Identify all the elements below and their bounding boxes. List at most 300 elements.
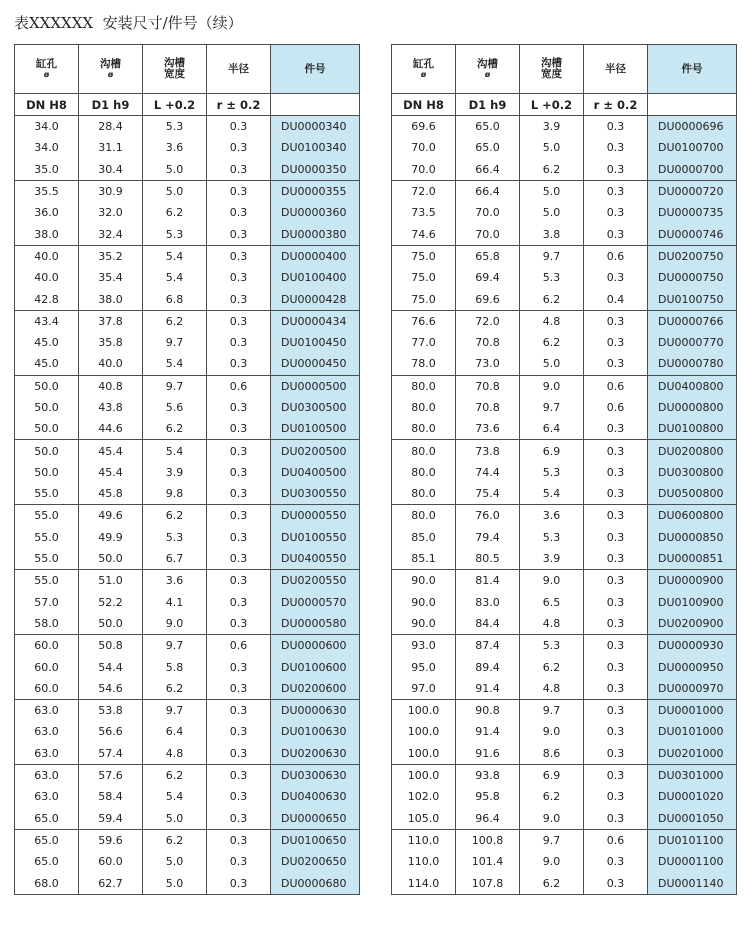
groove-d1-cell: 73.8 xyxy=(456,440,520,462)
groove-d1-cell: 54.4 xyxy=(79,656,143,677)
table-row xyxy=(15,613,360,635)
bore-dn-cell: 100.0 xyxy=(392,764,456,786)
groove-width-cell: 9.7 xyxy=(143,700,207,722)
groove-width-cell: 5.4 xyxy=(143,353,207,375)
part-number-cell: DU0000340 xyxy=(271,116,360,138)
bore-dn-cell: 45.0 xyxy=(34,357,59,371)
radius-cell: 0.3 xyxy=(584,440,648,462)
radius-cell: 0.3 xyxy=(207,245,271,267)
install-dimensions-table-left xyxy=(14,44,360,895)
part-number-cell: DU0200600 xyxy=(271,678,360,700)
groove-width-cell: 9.7 xyxy=(143,375,207,397)
bore-dn-cell: 35.5 xyxy=(15,180,79,202)
bore-dn-cell: 70.0 xyxy=(411,162,436,176)
radius-cell: 0.3 xyxy=(584,159,648,181)
bore-dn-cell: 100.0 xyxy=(407,746,440,760)
radius-cell: 0.3 xyxy=(584,808,648,830)
groove-d1-cell: 74.4 xyxy=(456,462,520,483)
radius-cell: 0.3 xyxy=(584,656,648,677)
table-row xyxy=(392,635,737,657)
radius-cell: 0.3 xyxy=(584,743,648,765)
bore-dn-cell: 50.0 xyxy=(15,375,79,397)
groove-d1-cell: 35.4 xyxy=(79,267,143,288)
col-header-radius: 半径 xyxy=(207,45,271,94)
groove-width-cell: 9.7 xyxy=(520,397,584,418)
part-number-cell: DU0100450 xyxy=(271,332,360,353)
bore-dn-cell: 57.0 xyxy=(34,595,59,609)
bore-dn-cell: 95.0 xyxy=(411,660,436,674)
part-number-cell: DU0000930 xyxy=(648,635,737,657)
bore-dn-cell: 102.0 xyxy=(407,790,440,804)
groove-width-cell: 6.2 xyxy=(143,829,207,851)
groove-d1-cell: 89.4 xyxy=(456,656,520,677)
part-number-cell: DU0000570 xyxy=(271,592,360,613)
groove-d1-cell: 49.6 xyxy=(79,505,143,527)
bore-dn-cell: 65.0 xyxy=(34,811,59,825)
table-row xyxy=(392,570,737,592)
groove-width-cell: 5.4 xyxy=(143,267,207,288)
radius-cell: 0.3 xyxy=(584,721,648,742)
groove-d1-cell: 62.7 xyxy=(79,872,143,894)
part-number-cell: DU0000970 xyxy=(648,678,737,700)
part-number-cell: DU0100550 xyxy=(271,527,360,548)
part-number-cell: DU0200500 xyxy=(271,440,360,462)
bore-dn-cell: 72.0 xyxy=(392,180,456,202)
groove-d1-cell: 43.8 xyxy=(79,397,143,418)
install-dimensions-table-right xyxy=(391,44,737,895)
groove-d1-cell: 69.4 xyxy=(456,267,520,288)
bore-dn-cell: 60.0 xyxy=(34,660,59,674)
table-row xyxy=(15,678,360,700)
groove-width-cell: 3.8 xyxy=(520,223,584,245)
radius-cell: 0.3 xyxy=(584,137,648,158)
groove-width-cell: 5.4 xyxy=(143,786,207,807)
table-row xyxy=(15,721,360,742)
groove-width-cell: 8.6 xyxy=(520,743,584,765)
groove-width-cell: 9.0 xyxy=(520,851,584,872)
part-number-cell: DU0100650 xyxy=(271,829,360,851)
col-header-part-no: 件号 xyxy=(648,45,737,94)
bore-dn-cell: 63.0 xyxy=(15,764,79,786)
groove-width-cell: 4.1 xyxy=(143,592,207,613)
part-number-cell: DU0000696 xyxy=(648,116,737,138)
radius-cell: 0.3 xyxy=(584,527,648,548)
part-number-cell: DU0100340 xyxy=(271,137,360,158)
part-number-cell: DU0400630 xyxy=(271,786,360,807)
radius-cell: 0.3 xyxy=(584,223,648,245)
table-row xyxy=(392,483,737,505)
part-number-cell: DU0200800 xyxy=(648,440,737,462)
table-row xyxy=(15,375,360,397)
radius-cell: 0.3 xyxy=(584,764,648,786)
col-header-radius: 半径 xyxy=(584,45,648,94)
part-number-cell: DU0300550 xyxy=(271,483,360,505)
radius-cell: 0.3 xyxy=(584,678,648,700)
groove-width-cell: 9.7 xyxy=(520,245,584,267)
radius-cell: 0.4 xyxy=(584,288,648,310)
table-row xyxy=(392,180,737,202)
groove-width-cell: 3.9 xyxy=(143,462,207,483)
groove-d1-cell: 70.0 xyxy=(456,223,520,245)
radius-cell: 0.3 xyxy=(207,223,271,245)
bore-dn-cell: 55.0 xyxy=(15,505,79,527)
table-row xyxy=(392,592,737,613)
groove-width-cell: 6.2 xyxy=(520,786,584,807)
radius-cell: 0.3 xyxy=(584,851,648,872)
part-number-cell: DU0000900 xyxy=(648,570,737,592)
groove-width-cell: 6.5 xyxy=(520,592,584,613)
groove-d1-cell: 52.2 xyxy=(79,592,143,613)
groove-width-cell: 5.4 xyxy=(143,440,207,462)
groove-width-cell: 9.0 xyxy=(520,721,584,742)
groove-d1-cell: 53.8 xyxy=(79,700,143,722)
table-row xyxy=(392,613,737,635)
part-number-cell: DU0000680 xyxy=(271,872,360,894)
part-number-cell: DU0100500 xyxy=(271,418,360,440)
subheader-dn-h8: DN H8 xyxy=(15,94,79,116)
groove-d1-cell: 91.4 xyxy=(456,721,520,742)
groove-width-cell: 5.0 xyxy=(520,137,584,158)
groove-d1-cell: 31.1 xyxy=(79,137,143,158)
radius-cell: 0.3 xyxy=(207,851,271,872)
radius-cell: 0.3 xyxy=(207,764,271,786)
subheader-part-blank xyxy=(648,94,737,116)
subheader-l-tolerance: L +0.2 xyxy=(520,94,584,116)
groove-d1-cell: 107.8 xyxy=(456,872,520,894)
part-number-cell: DU0000735 xyxy=(648,202,737,223)
part-number-cell: DU0001000 xyxy=(648,700,737,722)
groove-width-cell: 6.2 xyxy=(143,202,207,223)
radius-cell: 0.3 xyxy=(584,116,648,138)
groove-width-cell: 5.0 xyxy=(520,353,584,375)
bore-dn-cell: 55.0 xyxy=(34,530,59,544)
part-number-cell: DU0100600 xyxy=(271,656,360,677)
table-row xyxy=(15,440,360,462)
table-row xyxy=(15,332,360,353)
bore-dn-cell: 40.0 xyxy=(34,271,59,285)
groove-d1-cell: 80.5 xyxy=(456,548,520,570)
groove-width-cell: 3.9 xyxy=(520,548,584,570)
col-header-groove-width: 沟槽 宽度 xyxy=(520,45,584,94)
bore-dn-cell: 63.0 xyxy=(15,700,79,722)
radius-cell: 0.6 xyxy=(584,375,648,397)
part-number-cell: DU0000746 xyxy=(648,223,737,245)
radius-cell: 0.3 xyxy=(207,483,271,505)
groove-d1-cell: 83.0 xyxy=(456,592,520,613)
groove-width-cell: 6.2 xyxy=(520,288,584,310)
table-row xyxy=(15,808,360,830)
groove-d1-cell: 96.4 xyxy=(456,808,520,830)
radius-cell: 0.3 xyxy=(207,872,271,894)
table-row xyxy=(392,353,737,375)
groove-d1-cell: 49.9 xyxy=(79,527,143,548)
groove-width-cell: 6.2 xyxy=(520,872,584,894)
radius-cell: 0.3 xyxy=(584,267,648,288)
bore-dn-cell: 38.0 xyxy=(34,227,59,241)
bore-dn-cell: 63.0 xyxy=(34,725,59,739)
table-row xyxy=(392,137,737,158)
part-number-cell: DU0001140 xyxy=(648,872,737,894)
bore-dn-cell: 55.0 xyxy=(34,487,59,501)
groove-width-cell: 5.8 xyxy=(143,656,207,677)
groove-d1-cell: 50.0 xyxy=(79,613,143,635)
groove-width-cell: 5.0 xyxy=(143,159,207,181)
bore-dn-cell: 45.0 xyxy=(34,336,59,350)
part-number-cell: DU0400500 xyxy=(271,462,360,483)
bore-dn-cell: 80.0 xyxy=(411,422,436,436)
bore-dn-cell: 114.0 xyxy=(407,876,440,890)
groove-d1-cell: 28.4 xyxy=(79,116,143,138)
groove-d1-cell: 50.8 xyxy=(79,635,143,657)
table-row xyxy=(15,288,360,310)
radius-cell: 0.3 xyxy=(207,656,271,677)
table-row xyxy=(392,159,737,181)
groove-width-cell: 5.6 xyxy=(143,397,207,418)
radius-cell: 0.3 xyxy=(207,829,271,851)
radius-cell: 0.3 xyxy=(207,116,271,138)
radius-cell: 0.3 xyxy=(207,808,271,830)
table-row xyxy=(15,700,360,722)
radius-cell: 0.3 xyxy=(584,613,648,635)
bore-dn-cell: 50.0 xyxy=(15,440,79,462)
groove-d1-cell: 84.4 xyxy=(456,613,520,635)
groove-width-cell: 5.0 xyxy=(520,180,584,202)
radius-cell: 0.3 xyxy=(207,613,271,635)
groove-width-cell: 3.6 xyxy=(143,137,207,158)
radius-cell: 0.3 xyxy=(584,332,648,353)
groove-d1-cell: 65.0 xyxy=(456,137,520,158)
groove-d1-cell: 70.8 xyxy=(456,332,520,353)
groove-width-cell: 4.8 xyxy=(520,310,584,332)
bore-dn-cell: 50.0 xyxy=(34,422,59,436)
bore-dn-cell: 75.0 xyxy=(392,245,456,267)
radius-cell: 0.3 xyxy=(207,678,271,700)
col-header-bore: 缸孔 ø xyxy=(15,45,79,94)
bore-dn-cell: 58.0 xyxy=(34,616,59,630)
groove-d1-cell: 37.8 xyxy=(79,310,143,332)
part-number-cell: DU0000770 xyxy=(648,332,737,353)
bore-dn-cell: 34.0 xyxy=(34,120,59,134)
table-row xyxy=(15,743,360,765)
table-caption: 表XXXXXX 安装尺寸/件号（续） xyxy=(14,14,243,32)
radius-cell: 0.3 xyxy=(584,786,648,807)
table-row xyxy=(15,851,360,872)
groove-width-cell: 4.8 xyxy=(520,613,584,635)
radius-cell: 0.3 xyxy=(207,700,271,722)
radius-cell: 0.3 xyxy=(207,548,271,570)
groove-d1-cell: 59.4 xyxy=(79,808,143,830)
groove-d1-cell: 40.8 xyxy=(79,375,143,397)
groove-width-cell: 9.0 xyxy=(520,375,584,397)
radius-cell: 0.6 xyxy=(584,397,648,418)
bore-dn-cell: 70.0 xyxy=(411,141,436,155)
bore-dn-cell: 97.0 xyxy=(411,681,436,695)
part-number-cell: DU0300800 xyxy=(648,462,737,483)
groove-width-cell: 6.7 xyxy=(143,548,207,570)
groove-d1-cell: 79.4 xyxy=(456,527,520,548)
part-number-cell: DU0001020 xyxy=(648,786,737,807)
groove-width-cell: 6.2 xyxy=(520,159,584,181)
part-number-cell: DU0200550 xyxy=(271,570,360,592)
bore-dn-cell: 60.0 xyxy=(15,635,79,657)
bore-dn-cell: 55.0 xyxy=(15,570,79,592)
groove-d1-cell: 91.4 xyxy=(456,678,520,700)
part-number-cell: DU0000434 xyxy=(271,310,360,332)
radius-cell: 0.3 xyxy=(207,786,271,807)
groove-d1-cell: 91.6 xyxy=(456,743,520,765)
groove-width-cell: 5.3 xyxy=(520,267,584,288)
radius-cell: 0.3 xyxy=(207,137,271,158)
radius-cell: 0.3 xyxy=(584,872,648,894)
groove-d1-cell: 60.0 xyxy=(79,851,143,872)
bore-dn-cell: 78.0 xyxy=(411,357,436,371)
groove-d1-cell: 57.4 xyxy=(79,743,143,765)
bore-dn-cell: 100.0 xyxy=(392,700,456,722)
table-row xyxy=(15,548,360,570)
table-row xyxy=(392,829,737,851)
groove-d1-cell: 70.0 xyxy=(456,202,520,223)
table-row xyxy=(392,505,737,527)
groove-d1-cell: 101.4 xyxy=(456,851,520,872)
radius-cell: 0.3 xyxy=(207,353,271,375)
part-number-cell: DU0000350 xyxy=(271,159,360,181)
groove-width-cell: 6.9 xyxy=(520,440,584,462)
radius-cell: 0.3 xyxy=(584,570,648,592)
bore-dn-cell: 100.0 xyxy=(407,725,440,739)
table-row xyxy=(392,267,737,288)
groove-width-cell: 9.0 xyxy=(520,808,584,830)
part-number-cell: DU0000360 xyxy=(271,202,360,223)
subheader-part-blank xyxy=(271,94,360,116)
radius-cell: 0.3 xyxy=(207,267,271,288)
part-number-cell: DU0200630 xyxy=(271,743,360,765)
part-number-cell: DU0000355 xyxy=(271,180,360,202)
radius-cell: 0.3 xyxy=(207,721,271,742)
col-header-part-no: 件号 xyxy=(271,45,360,94)
radius-cell: 0.3 xyxy=(207,397,271,418)
bore-dn-cell: 34.0 xyxy=(34,141,59,155)
groove-width-cell: 5.0 xyxy=(143,851,207,872)
groove-d1-cell: 57.6 xyxy=(79,764,143,786)
part-number-cell: DU0000950 xyxy=(648,656,737,677)
bore-dn-cell: 93.0 xyxy=(392,635,456,657)
radius-cell: 0.3 xyxy=(207,202,271,223)
table-row xyxy=(392,440,737,462)
radius-cell: 0.3 xyxy=(584,548,648,570)
groove-d1-cell: 35.2 xyxy=(79,245,143,267)
table-row xyxy=(392,397,737,418)
part-number-cell: DU0200900 xyxy=(648,613,737,635)
radius-cell: 0.3 xyxy=(207,570,271,592)
radius-cell: 0.3 xyxy=(584,353,648,375)
groove-d1-cell: 66.4 xyxy=(456,159,520,181)
part-number-cell: DU0400550 xyxy=(271,548,360,570)
bore-dn-cell: 77.0 xyxy=(411,336,436,350)
table-row xyxy=(392,375,737,397)
part-number-cell: DU0101100 xyxy=(648,829,737,851)
table-row xyxy=(392,527,737,548)
radius-cell: 0.3 xyxy=(207,743,271,765)
table-row xyxy=(15,159,360,181)
table-row xyxy=(392,743,737,765)
table-row xyxy=(392,116,737,138)
groove-d1-cell: 45.8 xyxy=(79,483,143,505)
groove-d1-cell: 70.8 xyxy=(456,397,520,418)
part-number-cell: DU0000580 xyxy=(271,613,360,635)
groove-d1-cell: 32.0 xyxy=(79,202,143,223)
radius-cell: 0.3 xyxy=(207,592,271,613)
radius-cell: 0.3 xyxy=(584,505,648,527)
part-number-cell: DU0300630 xyxy=(271,764,360,786)
radius-cell: 0.3 xyxy=(207,288,271,310)
table-row xyxy=(15,116,360,138)
groove-width-cell: 6.2 xyxy=(143,764,207,786)
bore-dn-cell: 80.0 xyxy=(392,375,456,397)
bore-dn-cell: 85.1 xyxy=(411,552,436,566)
bore-dn-cell: 74.6 xyxy=(411,227,436,241)
table-row xyxy=(15,656,360,677)
col-header-groove-width: 沟槽 宽度 xyxy=(143,45,207,94)
part-number-cell: DU0000428 xyxy=(271,288,360,310)
bore-dn-cell: 68.0 xyxy=(34,876,59,890)
table-row xyxy=(15,829,360,851)
subheader-r-tolerance: r ± 0.2 xyxy=(584,94,648,116)
groove-width-cell: 6.2 xyxy=(143,418,207,440)
part-number-cell: DU0100900 xyxy=(648,592,737,613)
groove-width-cell: 3.9 xyxy=(520,116,584,138)
part-number-cell: DU0000630 xyxy=(271,700,360,722)
groove-d1-cell: 66.4 xyxy=(456,180,520,202)
table-row xyxy=(15,245,360,267)
bore-dn-cell: 80.0 xyxy=(392,440,456,462)
part-number-cell: DU0200650 xyxy=(271,851,360,872)
col-header-groove: 沟槽 ø xyxy=(456,45,520,94)
part-number-cell: DU0000550 xyxy=(271,505,360,527)
groove-width-cell: 3.6 xyxy=(520,505,584,527)
groove-width-cell: 9.7 xyxy=(520,700,584,722)
bore-dn-cell: 105.0 xyxy=(407,811,440,825)
groove-d1-cell: 81.4 xyxy=(456,570,520,592)
radius-cell: 0.3 xyxy=(207,505,271,527)
col-header-bore: 缸孔 ø xyxy=(392,45,456,94)
table-row xyxy=(392,721,737,742)
table-row xyxy=(15,353,360,375)
groove-width-cell: 6.2 xyxy=(520,656,584,677)
groove-d1-cell: 70.8 xyxy=(456,375,520,397)
groove-d1-cell: 40.0 xyxy=(79,353,143,375)
bore-dn-cell: 85.0 xyxy=(411,530,436,544)
groove-width-cell: 6.2 xyxy=(143,310,207,332)
groove-d1-cell: 95.8 xyxy=(456,786,520,807)
bore-dn-cell: 110.0 xyxy=(392,829,456,851)
radius-cell: 0.3 xyxy=(584,310,648,332)
groove-d1-cell: 45.4 xyxy=(79,440,143,462)
table-row xyxy=(15,505,360,527)
groove-d1-cell: 30.9 xyxy=(79,180,143,202)
part-number-cell: DU0400800 xyxy=(648,375,737,397)
bore-dn-cell: 80.0 xyxy=(411,465,436,479)
table-row xyxy=(392,808,737,830)
groove-width-cell: 9.0 xyxy=(143,613,207,635)
bore-dn-cell: 110.0 xyxy=(407,855,440,869)
bore-dn-cell: 75.0 xyxy=(411,271,436,285)
table-row xyxy=(392,678,737,700)
bore-dn-cell: 55.0 xyxy=(34,552,59,566)
groove-width-cell: 5.0 xyxy=(143,180,207,202)
table-row xyxy=(392,786,737,807)
table-row xyxy=(15,872,360,894)
bore-dn-cell: 80.0 xyxy=(392,505,456,527)
